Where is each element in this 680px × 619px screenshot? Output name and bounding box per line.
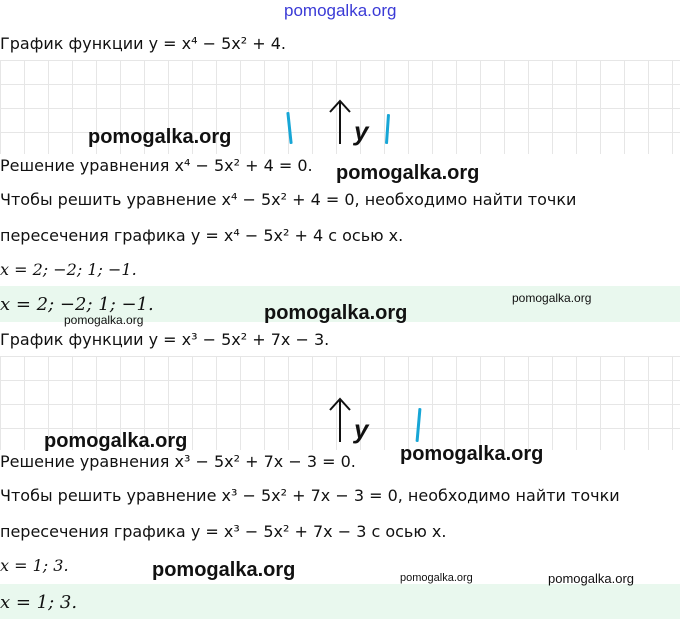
- solution-title-1: Решение уравнения x⁴ − 5x² + 4 = 0.: [0, 156, 313, 175]
- explanation-line-2a: Чтобы решить уравнение x³ − 5x² + 7x − 3 = 0, необходимо найти точки: [0, 486, 620, 505]
- y-axis-label-1: y: [354, 116, 369, 146]
- answer-1: x = 2; −2; 1; −1.: [0, 294, 154, 315]
- graph-heading-1: График функции y = x⁴ − 5x² + 4.: [0, 34, 287, 53]
- watermark: pomogalka.org: [512, 291, 592, 305]
- watermark: pomogalka.org: [548, 571, 634, 586]
- y-axis-arrow-icon-2: [328, 396, 352, 442]
- roots-line-1: x = 2; −2; 1; −1.: [0, 260, 137, 279]
- roots-line-2: x = 1; 3.: [0, 556, 69, 575]
- answer-2: x = 1; 3.: [0, 592, 78, 613]
- watermark: pomogalka.org: [336, 162, 480, 184]
- graph-heading-2: График функции y = x³ − 5x² + 7x − 3.: [0, 330, 330, 349]
- answer-box-2: [0, 584, 680, 619]
- y-axis-label-2: y: [354, 414, 369, 444]
- watermark: pomogalka.org: [88, 126, 232, 148]
- watermark: pomogalka.org: [152, 559, 296, 581]
- watermark: pomogalka.org: [400, 572, 473, 584]
- explanation-line-1a: Чтобы решить уравнение x⁴ − 5x² + 4 = 0, необходимо найти точки: [0, 190, 577, 209]
- watermark: pomogalka.org: [264, 302, 408, 324]
- y-axis-arrow-icon: [328, 98, 352, 144]
- explanation-line-1b: пересечения графика y = x⁴ − 5x² + 4 с осью x.: [0, 226, 404, 245]
- watermark: pomogalka.org: [44, 430, 188, 452]
- explanation-line-2b: пересечения графика y = x³ − 5x² + 7x − 3 с осью x.: [0, 522, 447, 541]
- solution-title-2: Решение уравнения x³ − 5x² + 7x − 3 = 0.: [0, 452, 356, 471]
- watermark: pomogalka.org: [400, 443, 544, 465]
- watermark-top: pomogalka.org: [284, 1, 397, 20]
- watermark: pomogalka.org: [64, 313, 144, 327]
